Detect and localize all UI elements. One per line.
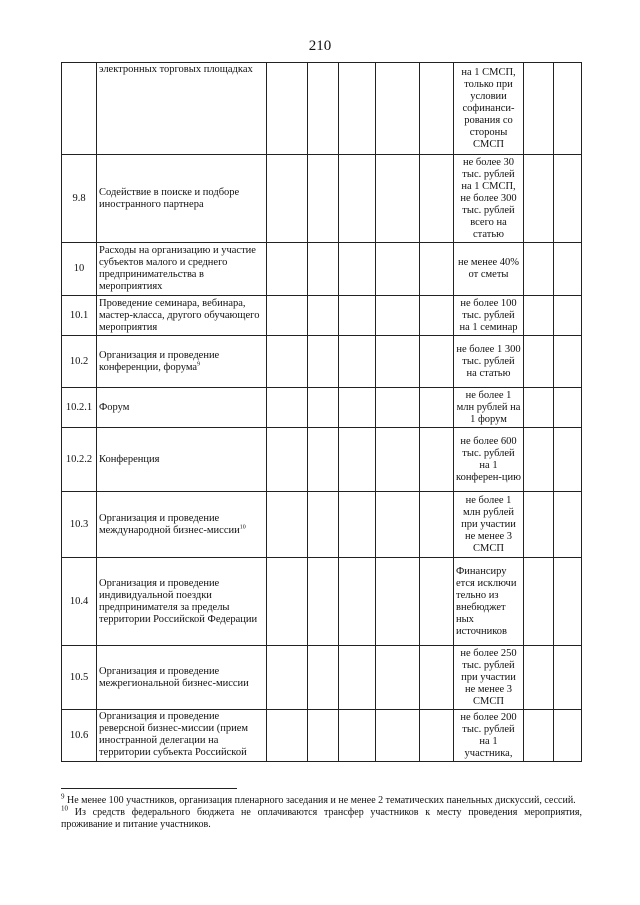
- footnote-10: $^{10}$ Из средств федерального бюджета не оплачиваются трансфер участников к месту проведения мероприятия, проживание и питание участников.: [61, 804, 582, 830]
- row-number: 9.8: [62, 155, 97, 243]
- row-condition: Финансиру ется исключи тельно из внебюджет ных источников: [454, 558, 524, 646]
- row-condition: на 1 СМСП, только при условии софинанси-рования со стороны СМСП: [454, 63, 524, 155]
- row-number: 10.6: [62, 710, 97, 762]
- row-number: 10.2.2: [62, 428, 97, 492]
- row-number: 10.5: [62, 646, 97, 710]
- row-name: Расходы на организацию и участие субъектов малого и среднего предпринимательства в мероприятиях: [97, 243, 267, 296]
- row-number: 10.1: [62, 296, 97, 336]
- row-condition: не более 1 млн рублей при участии не менее 3 СМСП: [454, 492, 524, 558]
- row-number: [62, 63, 97, 155]
- row-condition: не более 100 тыс. рублей на 1 семинар: [454, 296, 524, 336]
- row-condition: не более 1 300 тыс. рублей на статью: [454, 336, 524, 388]
- footnote-ref: 9: [197, 361, 201, 367]
- table-row: [62, 296, 582, 336]
- row-number: 10.4: [62, 558, 97, 646]
- row-condition: не более 1 млн рублей на 1 форум: [454, 388, 524, 428]
- footnote-mark: 9: [61, 792, 65, 801]
- table-row: [62, 558, 582, 646]
- row-name: Организация и проведение реверсной бизнес-миссии (прием иностранной делегации на территории субъекта Российской: [97, 710, 267, 762]
- row-name: Содействие в поиске и подборе иностранного партнера: [97, 155, 267, 243]
- row-name: Проведение семинара, вебинара, мастер-класса, другого обучающего мероприятия: [97, 296, 267, 336]
- table-row: [62, 63, 582, 155]
- row-name: электронных торговых площадках: [97, 63, 267, 155]
- footnote-mark: 10: [61, 804, 68, 813]
- row-number: 10.2.1: [62, 388, 97, 428]
- row-number: 10.3: [62, 492, 97, 558]
- footnote-ref: 10: [239, 524, 246, 530]
- table-row: [62, 492, 582, 558]
- row-condition: не более 200 тыс. рублей на 1 участника,: [454, 710, 524, 762]
- footnotes: [61, 792, 582, 831]
- row-number: 10: [62, 243, 97, 296]
- row-name: Форум: [97, 388, 267, 428]
- footnote-9: $^9$ Не менее 100 участников, организация пленарного заседания и не менее 2 тематических панельных дискуссий, сессий.: [61, 792, 576, 806]
- table-row: [62, 243, 582, 296]
- row-condition: не менее 40% от сметы: [454, 243, 524, 296]
- row-condition: не более 250 тыс. рублей при участии не менее 3 СМСП: [454, 646, 524, 710]
- footnote-divider: [61, 788, 237, 789]
- row-name: Организация и проведение индивидуальной поездки предпринимателя за пределы территории Российской Федерации: [97, 558, 267, 646]
- row-name: Организация и проведение межрегиональной бизнес-миссии: [97, 646, 267, 710]
- table-row: [62, 336, 582, 388]
- table-row: [62, 155, 582, 243]
- table-row: [62, 646, 582, 710]
- row-number: 10.2: [62, 336, 97, 388]
- row-name: Организация и проведение конференции, форума$^9$: [97, 336, 267, 388]
- row-name: Конференция: [97, 428, 267, 492]
- page-number: 210: [308, 38, 332, 54]
- row-condition: не более 30 тыс. рублей на 1 СМСП, не более 300 тыс. рублей всего на статью: [454, 155, 524, 243]
- expense-table: [61, 62, 582, 762]
- table-row: [62, 710, 582, 762]
- table-row: [62, 428, 582, 492]
- row-name: Организация и проведение международной бизнес-миссии$^{10}$: [97, 492, 267, 558]
- table-row: [62, 388, 582, 428]
- row-condition: не более 600 тыс. рублей на 1 конферен-цию: [454, 428, 524, 492]
